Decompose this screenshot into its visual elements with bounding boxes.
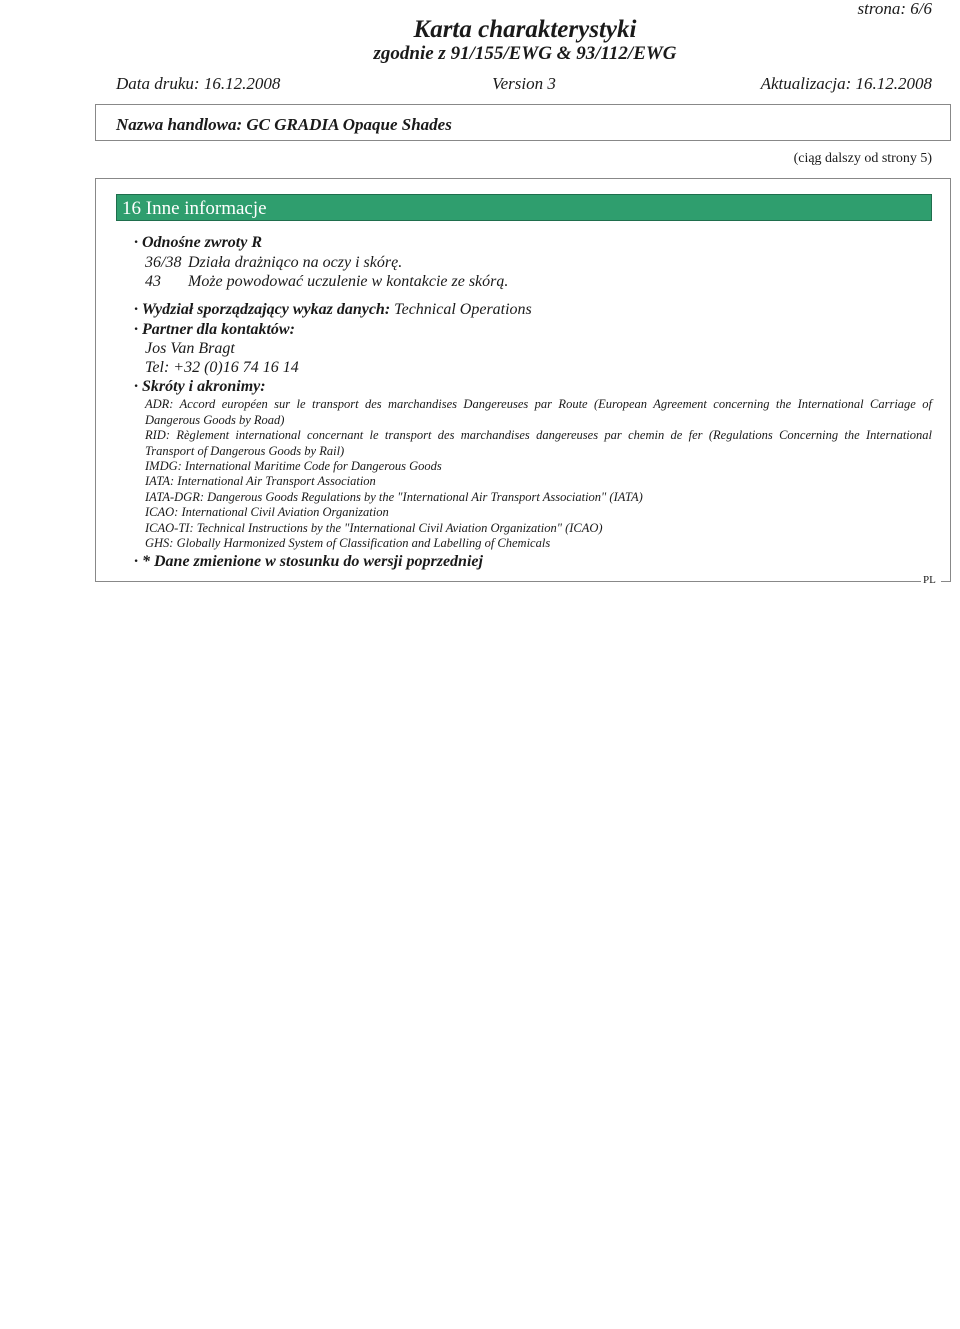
contact-name: Jos Van Bragt — [145, 340, 235, 357]
contact-tel: Tel: +32 (0)16 74 16 14 — [145, 359, 299, 376]
section-header — [116, 194, 932, 221]
divider — [95, 581, 921, 582]
abbreviations-label: · Skróty i akronimy: — [134, 378, 266, 395]
continued-note: (ciąg dalszy od strony 5) — [793, 151, 932, 166]
abbreviation-item: RID: Règlement international concernant le transport des marchandises dangereuses par chemin de fer (Regulations Concerning the International Transport of Dangerous Goods by Rail) — [145, 428, 932, 458]
meta-row — [116, 74, 932, 96]
contact-label: · Partner dla kontaktów: — [134, 321, 295, 338]
language-code: PL — [923, 574, 936, 586]
r-phrase-text: Działa drażniąco na oczy i skórę. — [188, 254, 403, 271]
update-date: Aktualizacja: 16.12.2008 — [760, 74, 932, 93]
section-title: 16 Inne informacje — [122, 198, 267, 219]
print-date: Data druku: 16.12.2008 — [116, 74, 281, 93]
abbreviation-item: ICAO-TI: Technical Instructions by the "International Civil Aviation Organization" (ICAO) — [145, 521, 603, 535]
r-phrases-label: · Odnośne zwroty R — [134, 234, 263, 251]
document-title: Karta charakterystyki — [413, 16, 637, 43]
abbreviation-item: IATA-DGR: Dangerous Goods Regulations by the "International Air Transport Association" (IATA) — [145, 490, 643, 504]
version: Version 3 — [492, 74, 556, 93]
document-subtitle: zgodnie z 91/155/EWG & 93/112/EWG — [373, 43, 677, 64]
r-phrase-text: Może powodować uczulenie w kontakcie ze skórą. — [188, 273, 509, 290]
department-row — [134, 301, 532, 319]
abbreviation-item: IMDG: International Maritime Code for Dangerous Goods — [145, 459, 442, 473]
department-label: · Wydział sporządzający wykaz danych: — [134, 301, 391, 318]
abbreviation-item: IATA: International Air Transport Association — [145, 474, 376, 488]
trade-name-box — [95, 104, 951, 141]
r-phrase-code: 36/38 — [145, 254, 182, 271]
page-number: strona: 6/6 — [857, 0, 932, 18]
r-phrase-code: 43 — [145, 273, 161, 290]
department-value: Technical Operations — [394, 301, 532, 318]
abbreviation-item: ICAO: International Civil Aviation Organization — [145, 505, 389, 519]
trade-name: Nazwa handlowa: GC GRADIA Opaque Shades — [116, 115, 452, 134]
abbreviation-item: GHS: Globally Harmonized System of Classification and Labelling of Chemicals — [145, 536, 551, 550]
changed-note: · * Dane zmienione w stosunku do wersji poprzedniej — [134, 553, 483, 570]
abbreviation-item: ADR: Accord européen sur le transport des marchandises Dangereuses par Route (European Agreement concerning the International Carriage of Dangerous Goods by Road) — [145, 397, 932, 427]
divider — [941, 581, 951, 582]
